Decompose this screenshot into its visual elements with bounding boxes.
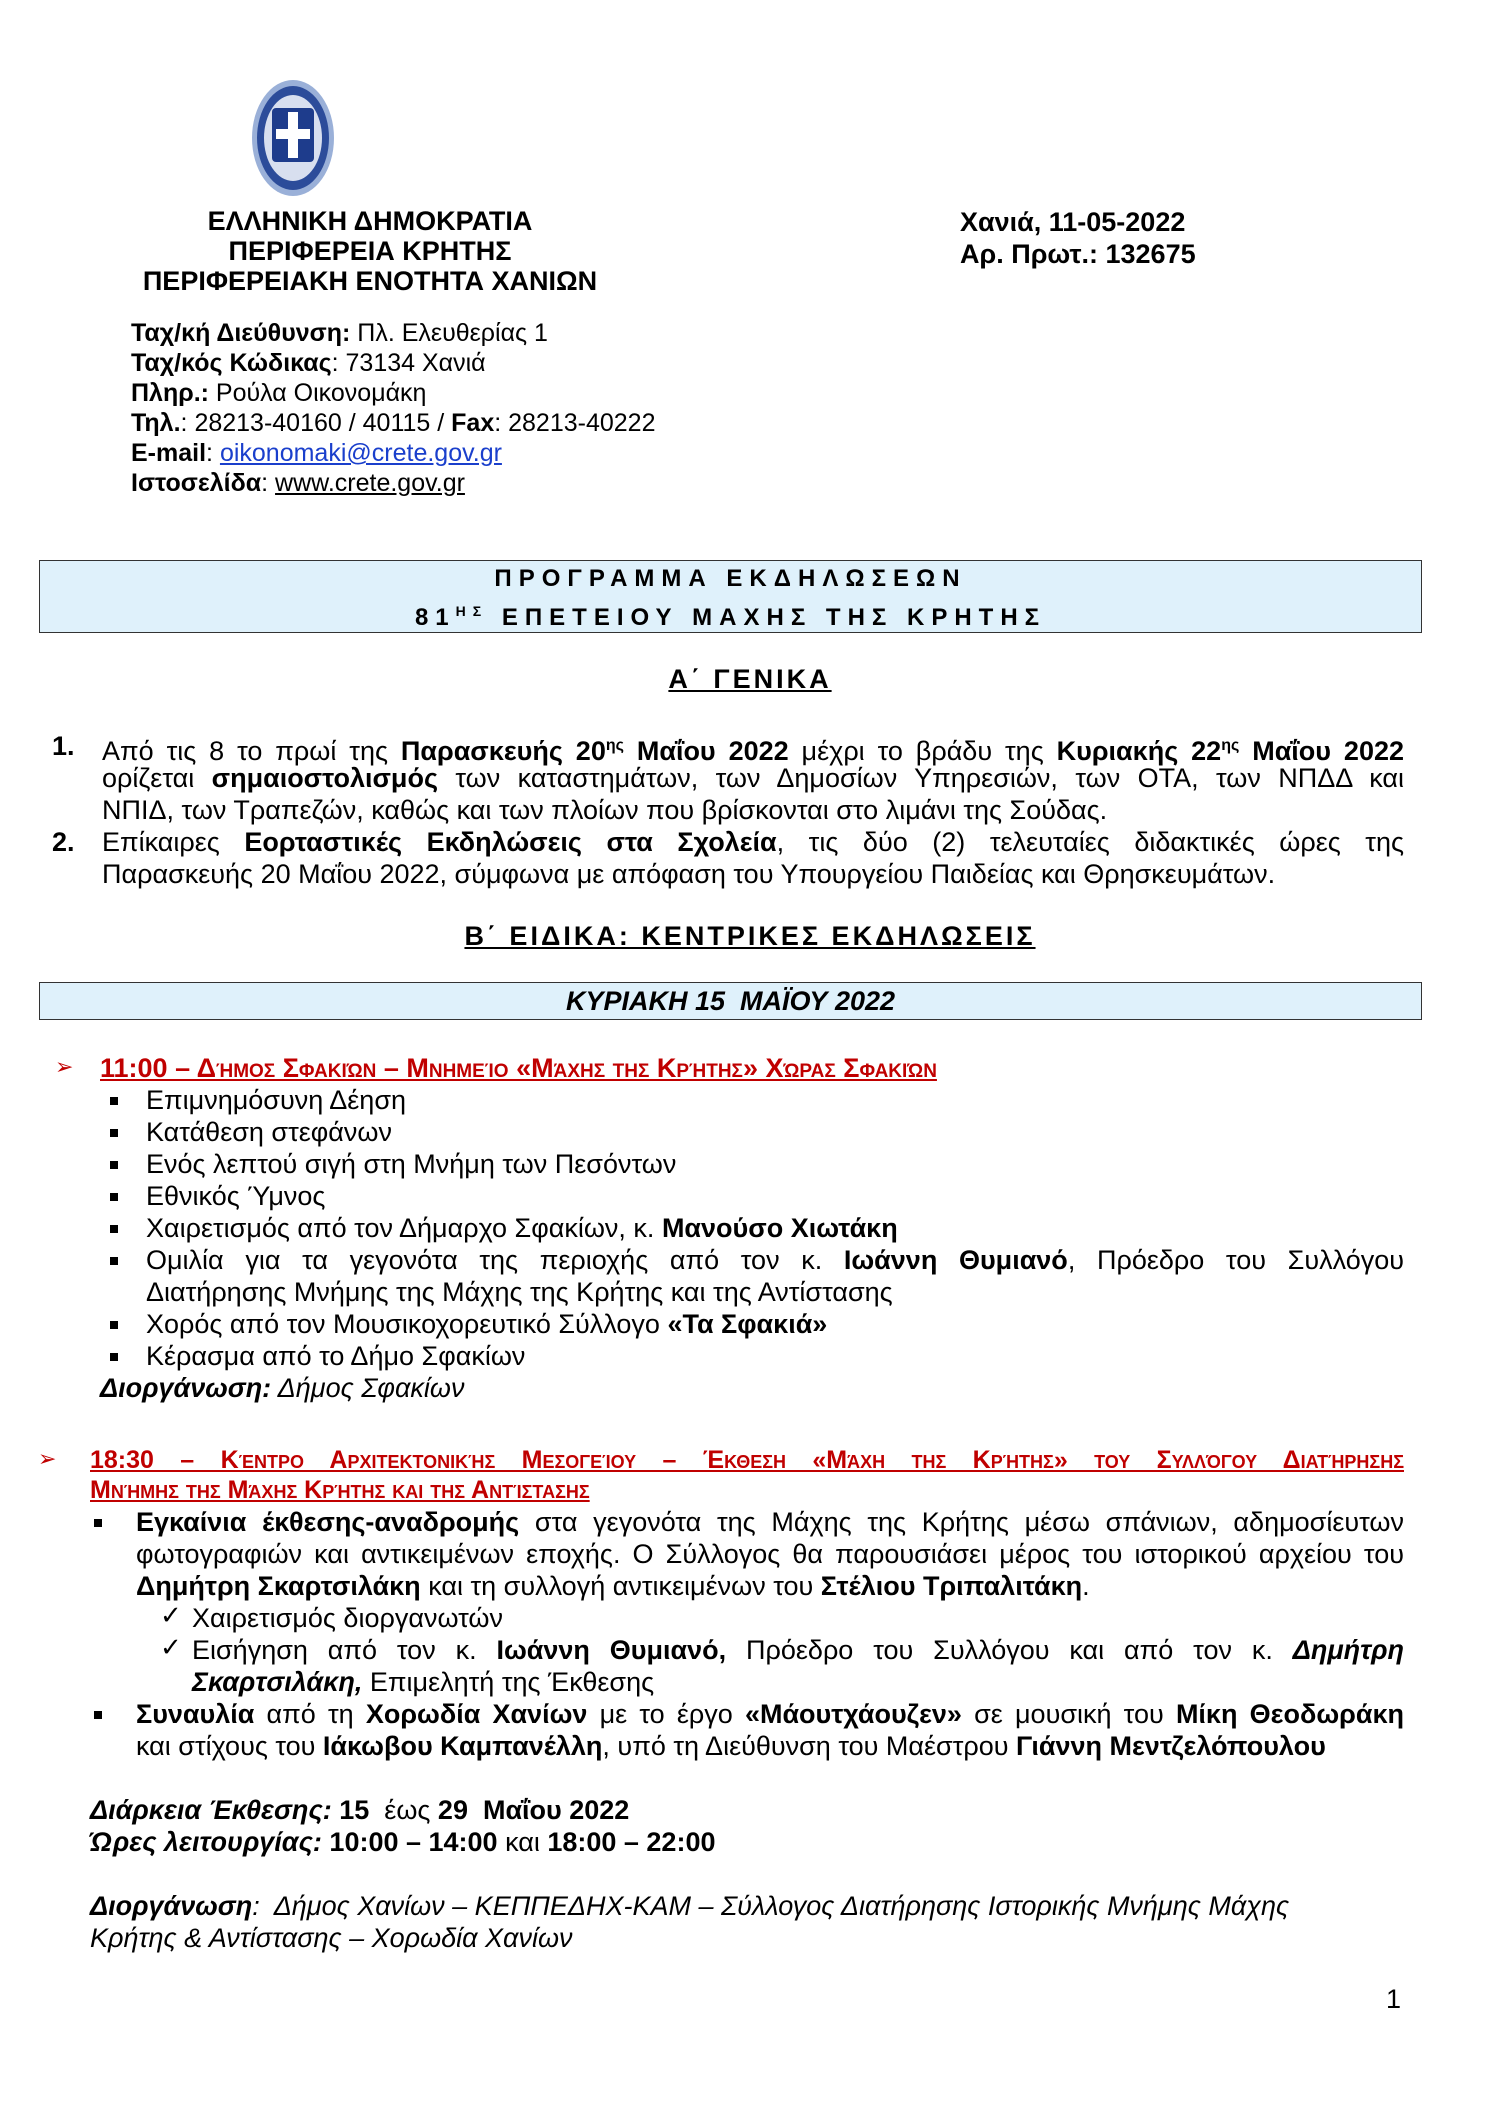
square-bullet-icon xyxy=(94,1519,102,1527)
section-b-heading: Β΄ ΕΙΔΙΚΑ: ΚΕΝΤΡΙΚΕΣ ΕΚΔΗΛΩΣΕΙΣ xyxy=(464,921,1036,951)
item1-line3: ΝΠΙΔ, των Τραπεζών, καθώς και των πλοίων που βρίσκονται στο λιμάνι της Σούδας. xyxy=(102,795,1108,825)
square-bullet-icon xyxy=(110,1257,118,1265)
page-number: 1 xyxy=(1386,1984,1402,2014)
event2-title-line1: 18:30 – Κέντρο Αρχιτεκτονικής Μεσογείου – Έκθεση «Μάχη της Κρήτης» του Συλλόγου Διατήρησης xyxy=(90,1446,1404,1474)
item2-line1: Επίκαιρες Εορταστικές Εκδηλώσεις στα Σχολεία, τις δύο (2) τελευταίες διδακτικές ώρες της xyxy=(102,827,1404,857)
square-bullet-icon xyxy=(110,1353,118,1361)
square-bullet-icon xyxy=(110,1321,118,1329)
header-country: ΕΛΛΗΝΙΚΗ ΔΗΜΟΚΡΑΤΙΑ xyxy=(207,206,533,236)
event1-title: 11:00 – Δήμος Σφακιών – Μνημείο «Μάχης της Κρήτης» Χώρας Σφακιών xyxy=(100,1053,937,1083)
square-bullet-icon xyxy=(110,1225,118,1233)
exhibition-duration: Διάρκεια Έκθεσης: 15 έως 29 Μαΐου 2022 xyxy=(90,1795,630,1825)
header-unit: ΠΕΡΙΦΕΡΕΙΑΚΗ ΕΝΟΤΗΤΑ ΧΑΝΙΩΝ xyxy=(142,266,598,296)
checkmark-icon: ✓ xyxy=(160,1632,182,1662)
event2-organizer: Διοργάνωση: Δήμος Χανίων – ΚΕΠΠΕΔΗΧ-ΚΑΜ – Σύλλογος Διατήρησης Ιστορικής Μνήμης Μάχης xyxy=(90,1891,1290,1921)
square-bullet-icon xyxy=(110,1193,118,1201)
protocol-number: Αρ. Πρωτ.: 132675 xyxy=(960,239,1196,269)
email-link[interactable]: oikonomaki@crete.gov.gr xyxy=(219,439,502,467)
square-bullet-icon xyxy=(110,1097,118,1105)
contact-info: Ταχ/κή Διεύθυνση: Πλ. Ελευθερίας 1 Ταχ/κός Κώδικας: 73134 Χανιά Πληρ.: Ρούλα Οικονομάκη Τηλ.: 28213-40160 / 40115 / Fax: 28213-40222 E-mail: oikonomaki@crete.gov.gr Ιστοσελίδα: www.crete.gov.gr xyxy=(131,319,656,497)
item1-line2: ορίζεται σημαιοστολισμός των καταστημάτων, των Δημοσίων Υπηρεσιών, των ΟΤΑ, των ΝΠΔΔ και xyxy=(102,763,1404,793)
day-box: ΚΥΡΙΑΚΗ 15 ΜΑΪΟΥ 2022 xyxy=(39,982,1422,1020)
item2-line2: Παρασκευής 20 Μαΐου 2022, σύμφωνα με απόφαση του Υπουργείου Παιδείας και Θρησκευμάτων. xyxy=(102,859,1276,889)
program-title-box: ΠΡΟΓΡΑΜΜΑ ΕΚΔΗΛΩΣΕΩΝ $81^{H\Sigma}$ ΕΠΕΤΕΙΟΥ ΜΑΧΗΣ ΤΗΣ ΚΡΗΤΗΣ xyxy=(39,560,1422,633)
square-bullet-icon xyxy=(94,1711,102,1719)
arrow-bullet-icon: ➢ xyxy=(38,1446,57,1471)
square-bullet-icon xyxy=(110,1129,118,1137)
item1-line1: Από τις 8 το πρωί της Παρασκευής $20^{\eta\varsigma}$ Μαΐου 2022 μέχρι το βράδυ της Κυριακής $22^{\eta\varsigma}$ Μαΐου 2022 xyxy=(102,736,1404,766)
greek-emblem-icon xyxy=(250,78,336,198)
program-title: ΠΡΟΓΡΑΜΜΑ ΕΚΔΗΛΩΣΕΩΝ xyxy=(494,565,967,592)
event2-title-line2: Μνήμης της Μάχης Κρήτης και της Αντίστασης xyxy=(90,1476,590,1504)
arrow-bullet-icon: ➢ xyxy=(55,1054,74,1079)
event1-organizer: Διοργάνωση: Δήμος Σφακίων xyxy=(100,1373,465,1403)
opening-hours: Ώρες λειτουργίας: 10:00 – 14:00 και 18:00 – 22:00 xyxy=(90,1827,716,1857)
section-a-heading: Α΄ ΓΕΝΙΚΑ xyxy=(668,664,832,694)
website-link[interactable]: www.crete.gov.gr xyxy=(275,469,465,497)
document-date: Χανιά, 11-05-2022 xyxy=(960,207,1186,237)
checkmark-icon: ✓ xyxy=(160,1600,182,1630)
square-bullet-icon xyxy=(110,1161,118,1169)
header-region: ΠΕΡΙΦΕΡΕΙΑ ΚΡΗΤΗΣ xyxy=(228,236,512,266)
